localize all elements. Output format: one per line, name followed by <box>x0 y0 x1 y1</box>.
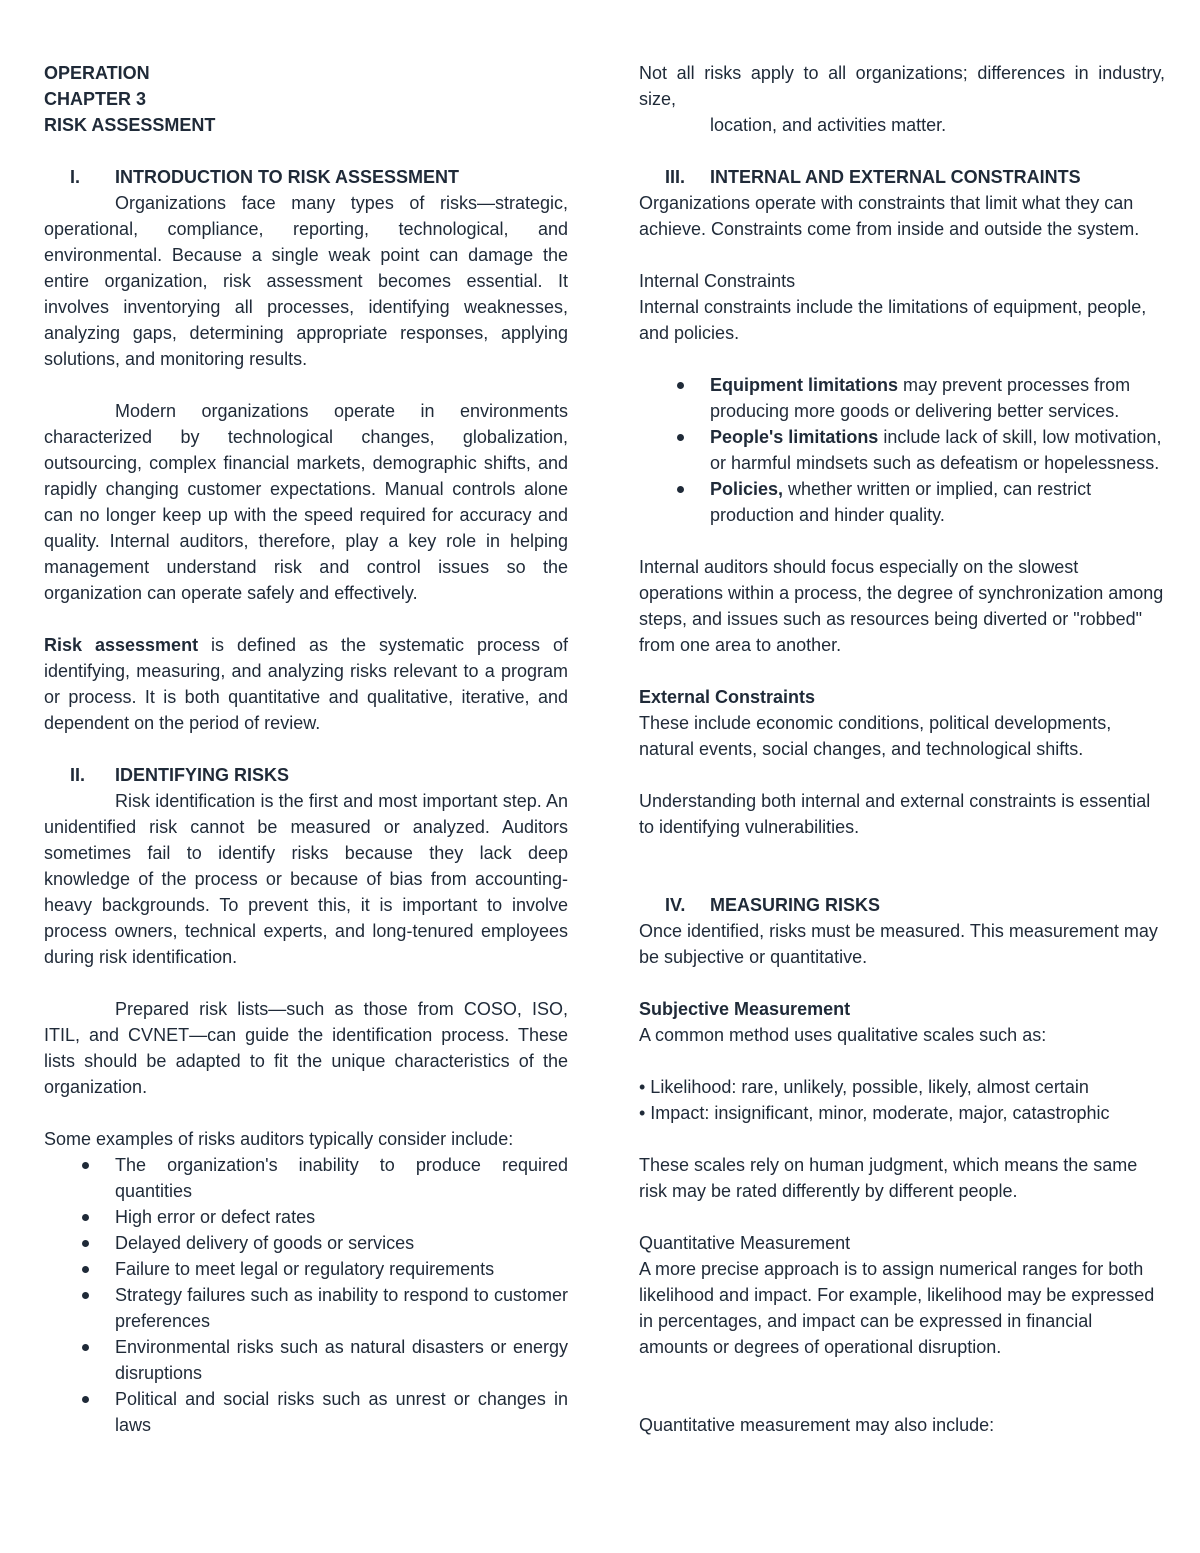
bullet-icon <box>82 1240 89 1247</box>
bullet-icon <box>82 1266 89 1273</box>
section-1-heading <box>44 164 568 190</box>
internal-constraints-paragraph: Internal constraints include the limitations of equipment, people, and policies. <box>639 297 1147 343</box>
quantitative-measurement-heading: Quantitative Measurement <box>639 1233 851 1253</box>
header-chapter: CHAPTER 3 <box>44 89 147 109</box>
right-column <box>639 60 1165 1438</box>
internal-constraints-heading: Internal Constraints <box>639 271 796 291</box>
list-item: High error or defect rates <box>44 1204 568 1230</box>
bullet-icon <box>82 1292 89 1299</box>
section-3-heading <box>639 164 1165 190</box>
bullet-icon <box>82 1396 89 1403</box>
section-2-paragraph-2: Prepared risk lists—such as those from COSO, ISO, ITIL, and CVNET—can guide the identification process. These lists should be adapted to fit the unique characteristics of the organization. <box>44 999 568 1097</box>
section-2-paragraph-1: Risk identification is the first and most important step. An unidentified risk cannot be measured or analyzed. Auditors sometimes fail to identify risks because they lack deep knowledge of the process or because of bias from accounting-heavy backgrounds. To prevent this, it is important to involve process owners, technical experts, and long-tenured employees during risk identification. <box>44 791 568 967</box>
continuation-line-2: location, and activities matter. <box>710 115 947 135</box>
section-4-number: IV. <box>665 895 686 915</box>
list-item: Failure to meet legal or regulatory requirements <box>44 1256 568 1282</box>
section-1-title: INTRODUCTION TO RISK ASSESSMENT <box>115 167 460 187</box>
bullet-icon <box>82 1214 89 1221</box>
bullet-icon <box>82 1344 89 1351</box>
section-4-title: MEASURING RISKS <box>710 895 881 915</box>
definition-term: Risk assessment <box>44 635 199 655</box>
bullet-icon <box>82 1162 89 1169</box>
understanding-paragraph: Understanding both internal and external constraints is essential to identifying vulnerabilities. <box>639 791 1151 837</box>
section-4-heading <box>639 892 1165 918</box>
risk-examples-list <box>44 1152 568 1438</box>
list-item: Political and social risks such as unrest or changes in laws <box>44 1386 568 1438</box>
auditors-focus-paragraph: Internal auditors should focus especially on the slowest operations within a process, the degree of synchronization among steps, and issues such as resources being diverted or "robbed" from one area to another. <box>639 557 1164 655</box>
section-2-title: IDENTIFYING RISKS <box>115 765 290 785</box>
list-item: Environmental risks such as natural disasters or energy disruptions <box>44 1334 568 1386</box>
section-1-paragraph-1: Organizations face many types of risks—strategic, operational, compliance, reporting, technological, and environmental. Because a single weak point can damage the entire organization, risk assessment becomes essential. It involves inventorying all processes, identifying weaknesses, analyzing gaps, determining appropriate responses, applying solutions, and monitoring results. <box>44 193 568 369</box>
subjective-measurement-paragraph: A common method uses qualitative scales such as: <box>639 1025 1047 1045</box>
section-2-number: II. <box>70 765 86 785</box>
section-1-number: I. <box>70 167 81 187</box>
bullet-icon <box>677 382 684 389</box>
impact-scale: • Impact: insignificant, minor, moderate, major, catastrophic <box>639 1103 1110 1123</box>
list-item: Delayed delivery of goods or services <box>44 1230 568 1256</box>
external-constraints-heading: External Constraints <box>639 687 816 707</box>
left-column <box>44 60 568 1438</box>
header-operation: OPERATION <box>44 63 150 83</box>
bullet-icon <box>677 434 684 441</box>
quantitative-more-line: Quantitative measurement may also include: <box>639 1415 995 1435</box>
list-item: Equipment limitations may prevent processes from producing more goods or delivering better services. <box>639 372 1165 424</box>
internal-constraints-list <box>639 372 1165 528</box>
subjective-measurement-heading: Subjective Measurement <box>639 999 851 1019</box>
section-3-title: INTERNAL AND EXTERNAL CONSTRAINTS <box>710 167 1081 187</box>
examples-intro: Some examples of risks auditors typically consider include: <box>44 1129 514 1149</box>
list-item: People's limitations include lack of skill, low motivation, or harmful mindsets such as defeatism or hopelessness. <box>639 424 1165 476</box>
section-2-heading <box>44 762 568 788</box>
section-3-number: III. <box>665 167 686 187</box>
list-item: Policies, whether written or implied, can restrict production and hinder quality. <box>639 476 1165 528</box>
continuation-line-1: Not all risks apply to all organizations; differences in industry, size, <box>639 63 1165 109</box>
bullet-icon <box>677 486 684 493</box>
definition-text: is defined as the systematic process of identifying, measuring, and analyzing risks relevant to a program or process. It is both quantitative and qualitative, iterative, and dependent on the period of review. <box>44 635 568 733</box>
section-3-paragraph-1: Organizations operate with constraints that limit what they can achieve. Constraints come from inside and outside the system. <box>639 193 1140 239</box>
judgment-paragraph: These scales rely on human judgment, which means the same risk may be rated differently by different people. <box>639 1155 1138 1201</box>
quantitative-measurement-paragraph: A more precise approach is to assign numerical ranges for both likelihood and impact. For example, likelihood may be expressed in percentages, and impact can be expressed in financial amounts or degrees of operational disruption. <box>639 1259 1155 1357</box>
section-1-paragraph-2: Modern organizations operate in environments characterized by technological changes, globalization, outsourcing, complex financial markets, demographic shifts, and rapidly changing customer expectations. Manual controls alone can no longer keep up with the speed required for accuracy and quality. Internal auditors, therefore, play a key role in helping management understand risk and control issues so the organization can operate safely and effectively. <box>44 401 568 603</box>
list-item: Strategy failures such as inability to respond to customer preferences <box>44 1282 568 1334</box>
risk-assessment-definition <box>44 632 568 736</box>
header-title: RISK ASSESSMENT <box>44 115 216 135</box>
likelihood-scale: • Likelihood: rare, unlikely, possible, likely, almost certain <box>639 1077 1089 1097</box>
section-4-paragraph-1: Once identified, risks must be measured. This measurement may be subjective or quantitative. <box>639 921 1158 967</box>
list-item: The organization's inability to produce required quantities <box>44 1152 568 1204</box>
external-constraints-paragraph: These include economic conditions, political developments, natural events, social changes, and technological shifts. <box>639 713 1112 759</box>
